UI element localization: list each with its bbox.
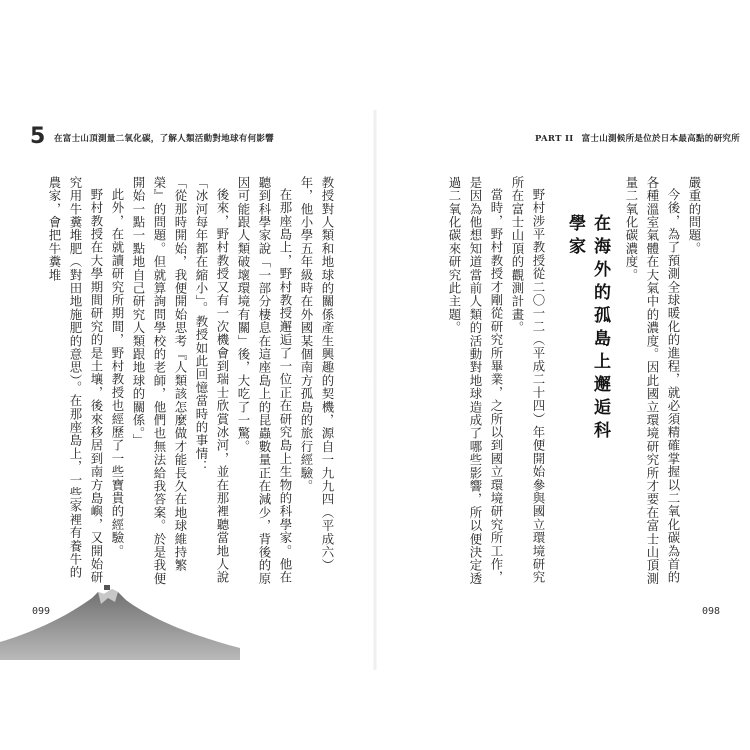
paragraph: 嚴重的問題。 [687,176,702,256]
section-heading: 在海外的孤島上邂逅科學家 [565,214,610,444]
left-page-number: 099 [32,606,51,617]
paragraph: 此外，在就讀研究所期間，野村教授也經歷了一些寶貴的經驗。 [110,188,125,558]
paragraph: 後來，野村教授又有一次機會到瑞士欣賞冰河，並在那裡聽當地人說「冰河每年都在縮小」。教授如此回憶當時的事情： [194,176,230,585]
left-running-head: 在富士山頂測量二氧化碳，了解人類活動對地球有何影響 [54,134,275,144]
chapter-number: 5 [30,124,46,149]
paragraph: 當時，野村教授才剛從研究所畢業，之所以到國立環境研究所工作，是因為他想知道當前人類的活動對地球造成了哪些影響，所以便決定透過二氧化碳來研究此主題。 [447,176,504,586]
paragraph: 野村教授在大學期間研究的是土壤，後來移居到南方島嶼，又開始研究用牛糞堆肥（對田地施肥的意思）。在那座島上，一些家裡有養牛的農家，會把牛糞堆 [47,176,104,585]
paragraph: 野村涉平教授從二〇一二（平成二十四）年便開始參與國立環境研究所在富士山頂的觀測計畫。 [510,176,546,585]
right-page [375,0,750,750]
mount-fuji-illustration [0,580,240,660]
right-body-text-bottom [439,176,549,586]
paragraph: 在那座島上，野村教授邂逅了一位正在研究島上生物的科學家。他在聽到科學家說「一部分棲息在這座島上的昆蟲數量正在減少，背後的原因可能跟人類破壞環境有關」後，大吃了一驚。 [236,176,293,586]
right-running-title: 富士山測候所是位於日本最高點的研究所 [581,134,740,144]
paragraph: 「從那時開始，我便開始思考『人類該怎麼做才能長久在地球維持繁榮』的問題。但就算詢問學校的老師，他們也無法給我答案。於是我便開始一點一點地自己研究人類跟地球的關係。」 [131,176,188,586]
right-body-text-top [625,176,705,586]
right-running-head [535,132,740,144]
paragraph: 教授對人類和地球的關係產生興趣的契機，源自一九九四（平成六）年，他小學五年級時在外國某個南方孤島的旅行經驗。 [299,176,335,572]
part-label: PART II [534,134,574,144]
left-body-text [48,176,338,586]
paragraph: 今後，為了預測全球暖化的進程，就必須精確掌握以二氧化碳為首的各種溫室氣體在大氣中的濃度。因此國立環境研究所才要在富士山頂測量二氧化碳濃度。 [624,176,681,586]
right-page-number: 098 [701,606,720,617]
